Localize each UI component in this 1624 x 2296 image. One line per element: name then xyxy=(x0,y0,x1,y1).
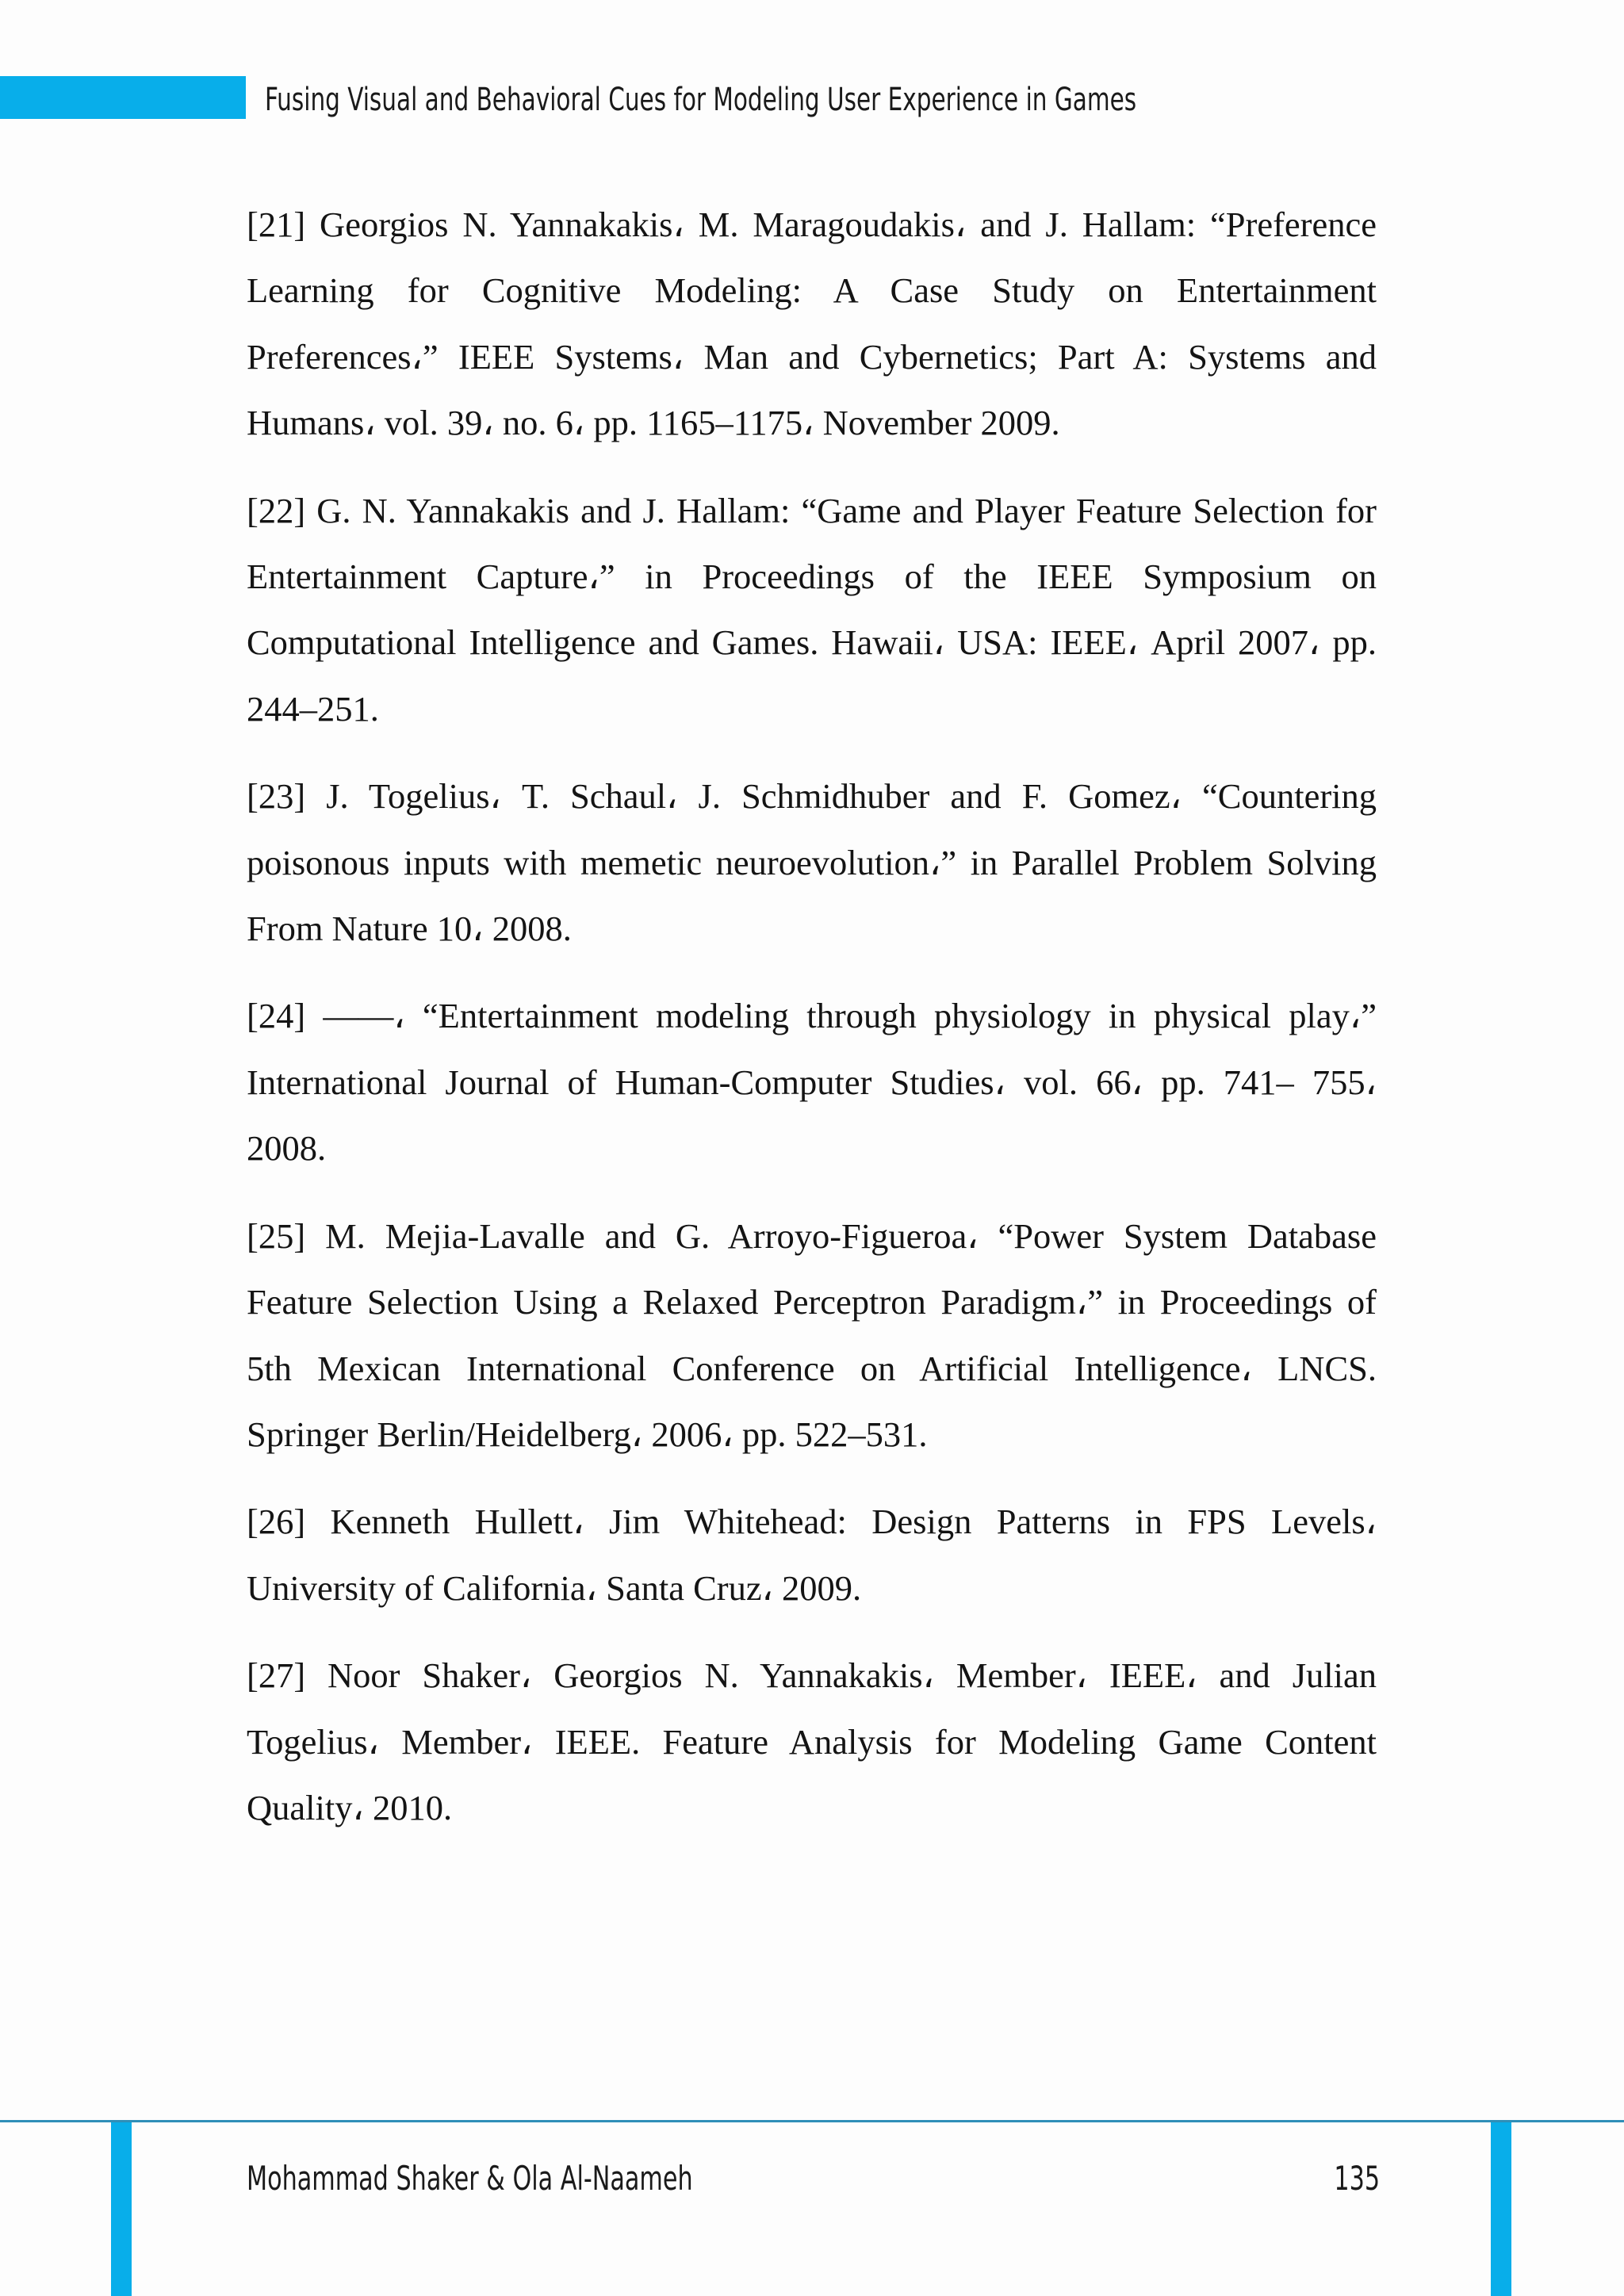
reference-item-24: [24] ——، “Entertainment modeling through physiology in physical play،” International Journal of Human-Computer Studies، vol. 66، pp. 741– 755، 2008. xyxy=(247,996,1377,1169)
reference-item-21: [21] Georgios N. Yannakakis، M. Maragoudakis، and J. Hallam: “Preference Learning for Cognitive Modeling: A Case Study on Entertainment Preferences،” IEEE Systems، Man and Cybernetics; Part A: Systems and Humans، vol. 39، no. 6، pp. 1165–1175، November 2009. xyxy=(247,205,1377,443)
page-number: 135 xyxy=(1334,2159,1380,2198)
running-title: Fusing Visual and Behavioral Cues for Modeling User Experience in Games xyxy=(265,82,1137,118)
reference-item-27: [27] Noor Shaker، Georgios N. Yannakakis، Member، IEEE، and Julian Togelius، Member، IEEE. Feature Analysis for Modeling Game Content Quality، 2010. xyxy=(247,1655,1377,1827)
reference-item-26: [26] Kenneth Hullett، Jim Whitehead: Design Patterns in FPS Levels، University of California، Santa Cruz، 2009. xyxy=(247,1502,1377,1608)
footer-accent-bar-right xyxy=(1491,2122,1511,2296)
reference-item-25: [25] M. Mejia-Lavalle and G. Arroyo-Figueroa، “Power System Database Feature Selection Using a Relaxed Perceptron Paradigm،” in Proceedings of 5th Mexican International Conference on Artificial Intelligence، LNCS. Springer Berlin/Heidelberg، 2006، pp. 522–531. xyxy=(247,1215,1377,1454)
footer-accent-bar-left xyxy=(111,2122,132,2296)
reference-item-22: [22] G. N. Yannakakis and J. Hallam: “Game and Player Feature Selection for Entertainment Capture،” in Proceedings of the IEEE Symposium on Computational Intelligence and Games. Hawaii، USA: IEEE، April 2007، pp. 244–251. xyxy=(247,490,1377,729)
footer-rule xyxy=(0,2120,1624,2122)
footer-authors: Mohammad Shaker & Ola Al-Naameh xyxy=(247,2159,693,2198)
header-accent-bar xyxy=(0,76,246,119)
reference-item-23: [23] J. Togelius، T. Schaul، J. Schmidhuber and F. Gomez، “Countering poisonous inputs with memetic neuroevolution،” in Parallel Problem Solving From Nature 10، 2008. xyxy=(247,776,1377,949)
reference-list xyxy=(247,192,1377,1862)
